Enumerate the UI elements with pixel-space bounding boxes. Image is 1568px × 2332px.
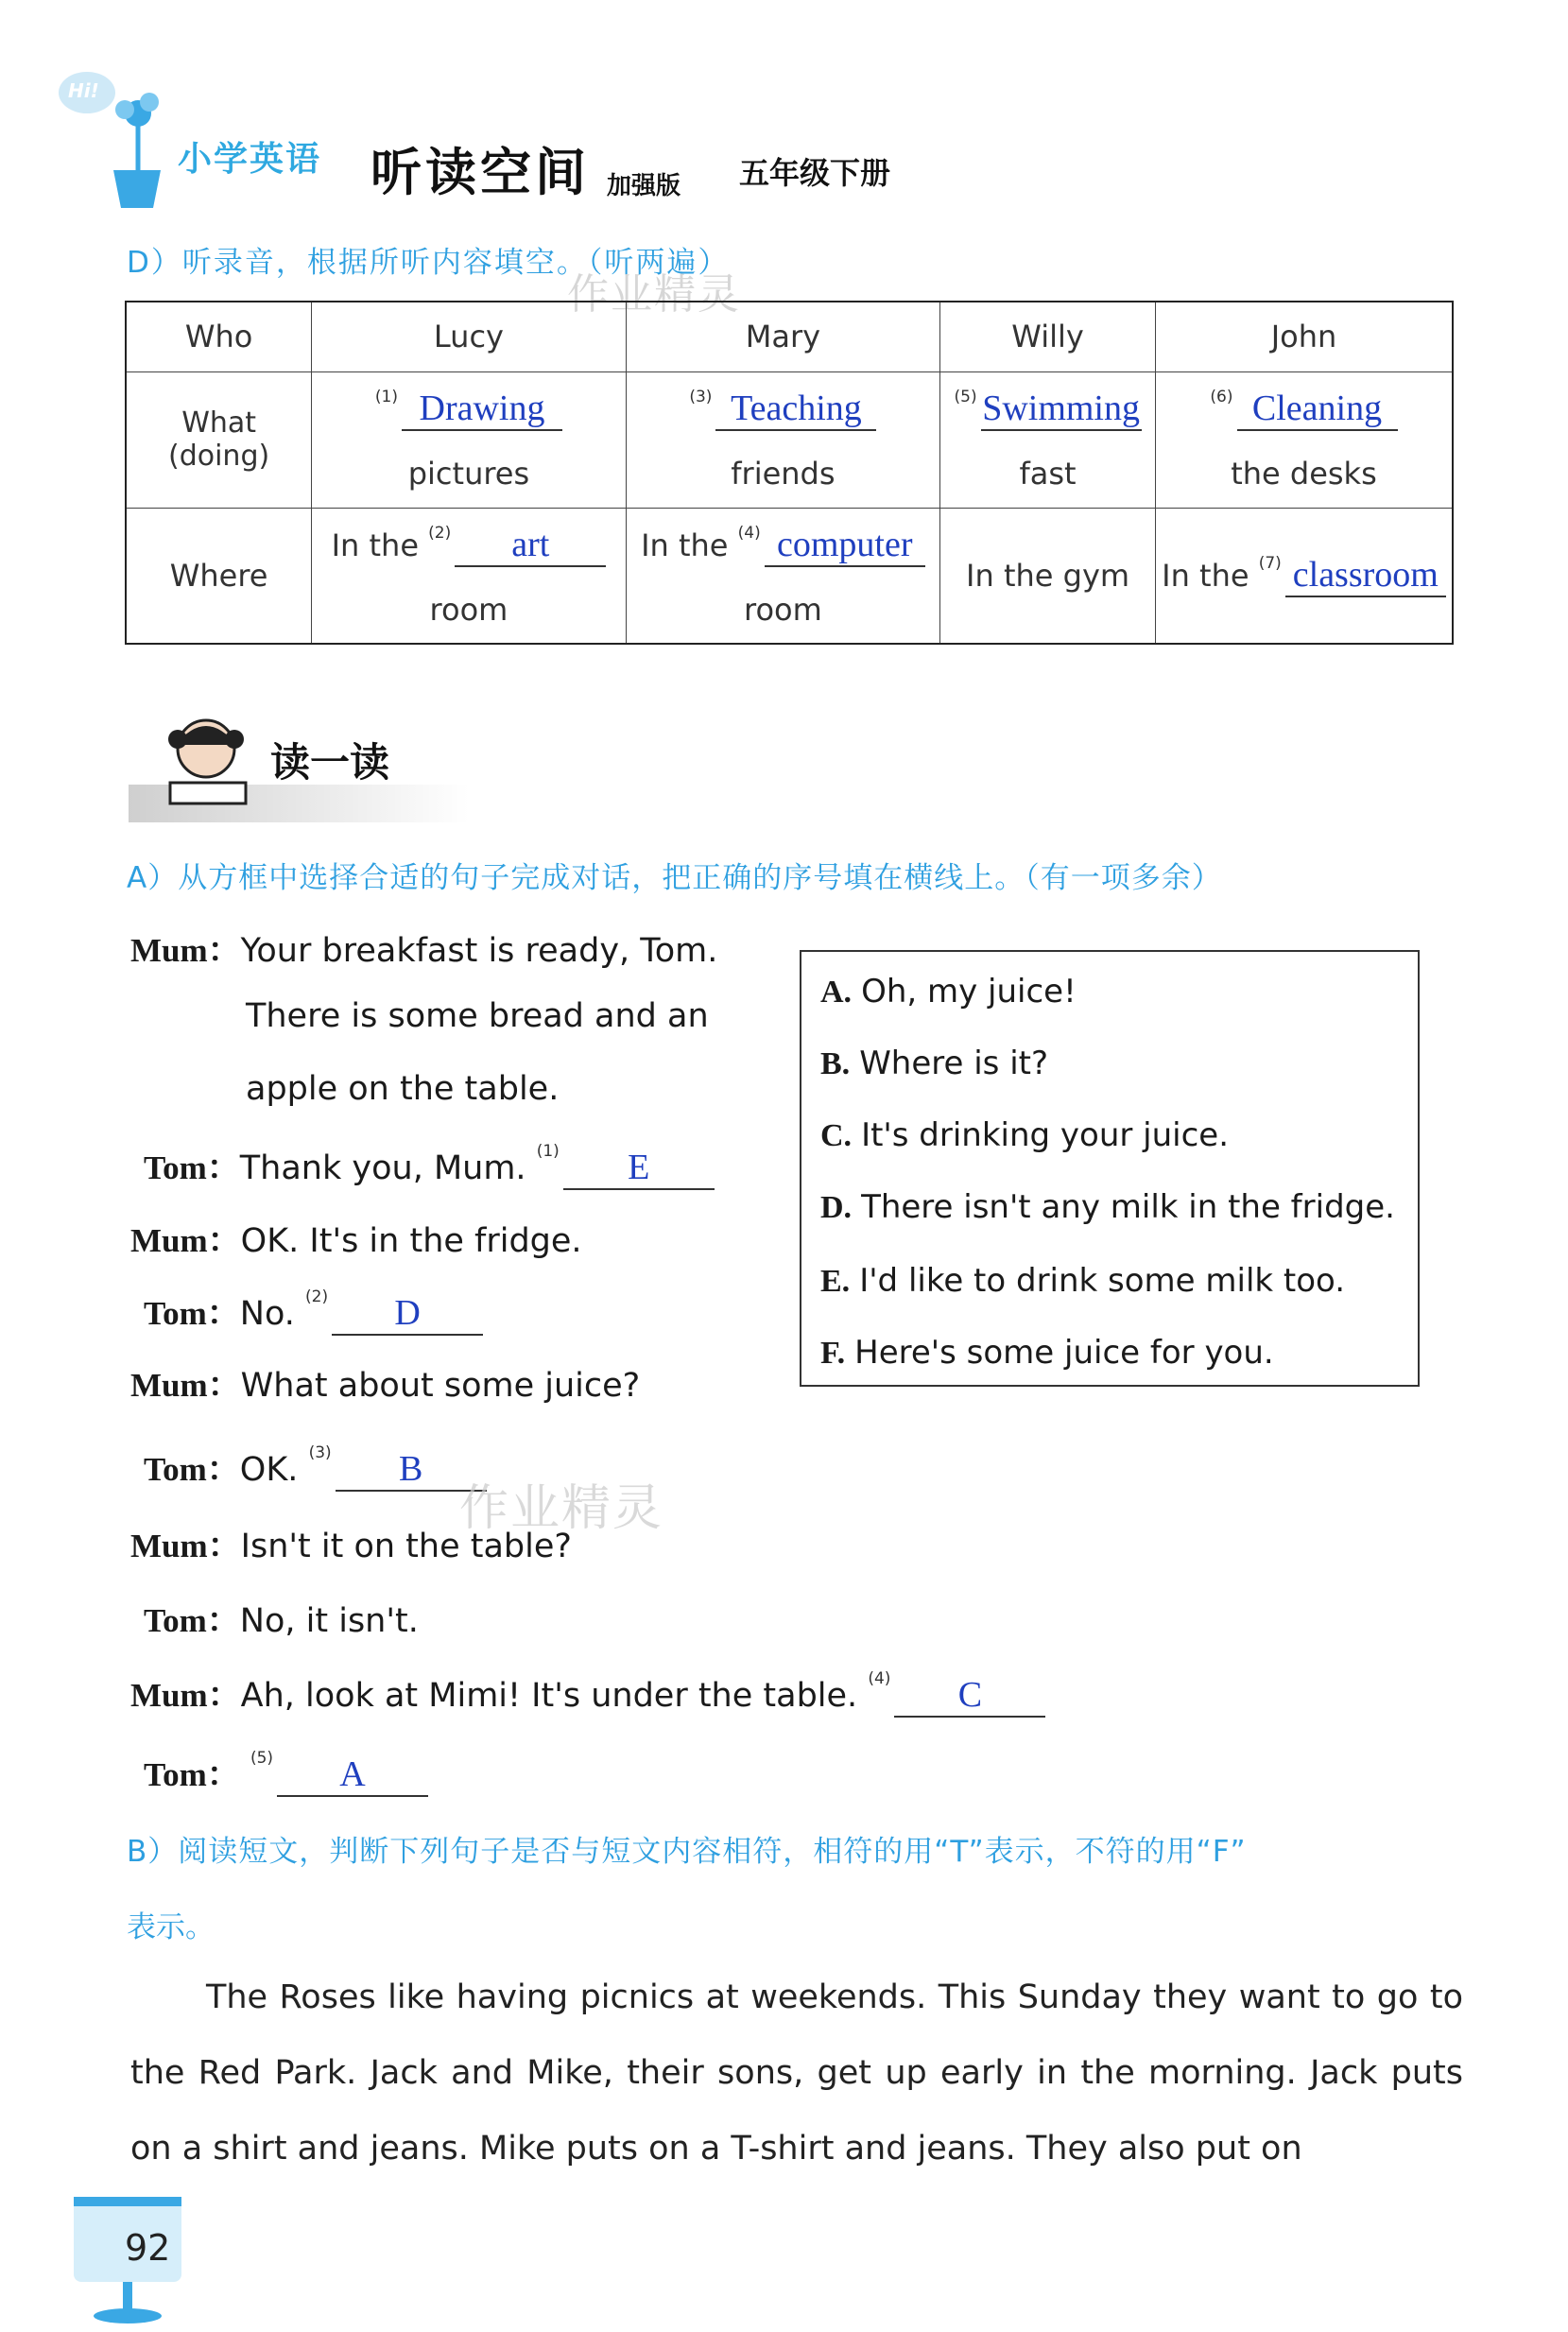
section-b-instruction-2: 表示。 <box>127 1910 215 1944</box>
logo-badge: Hi! <box>68 79 99 102</box>
answer-text: Teaching <box>715 388 876 431</box>
page-number: 92 <box>125 2227 171 2269</box>
dialogue-text: No, it isn't. <box>239 1602 419 1640</box>
dialogue-text: OK. <box>239 1451 299 1489</box>
listening-table <box>125 301 1454 645</box>
section-d-instruction: D）听录音，根据所听内容填空。（听两遍） <box>127 246 730 280</box>
table-cell <box>1155 371 1453 508</box>
read-heading: 读一读 <box>270 739 390 786</box>
dialogue-line-1 <box>130 924 717 972</box>
table-cell-label: Where <box>126 508 312 644</box>
read-banner <box>129 711 469 822</box>
dialogue-line-1c: apple on the table. <box>246 1070 560 1108</box>
book-title: 听读空间 <box>370 143 590 202</box>
option-d: D. There isn't any milk in the fridge. <box>820 1188 1395 1226</box>
series-name: 小学英语 <box>178 140 322 179</box>
option-f: F. Here's some juice for you. <box>820 1334 1274 1372</box>
dialogue-text: Isn't it on the table? <box>240 1528 572 1565</box>
answer-text: E <box>563 1147 715 1190</box>
blank-line: $^{(3)}$ Teaching <box>627 388 939 431</box>
dialogue-text: What about some juice? <box>240 1367 641 1405</box>
speaker: Mum： <box>130 1677 241 1714</box>
answer-text: B <box>336 1448 487 1492</box>
table-row-where <box>126 508 1453 644</box>
cell-text: pictures <box>407 456 530 492</box>
cell-text: friends <box>731 456 836 492</box>
dialogue-text: Thank you, Mum. <box>239 1149 526 1187</box>
dialogue-text: Your breakfast is ready, Tom. <box>240 932 718 970</box>
grade-label: 五年级下册 <box>739 155 891 191</box>
blank-line: In the $^{(2)}$ art <box>312 524 625 567</box>
table-cell <box>626 371 939 508</box>
dialogue-text: Ah, look at Mimi! It's under the table. <box>240 1677 858 1715</box>
dialogue-line-5 <box>130 1359 640 1407</box>
answer-text: art <box>455 524 606 567</box>
option-a: A. Oh, my juice! <box>820 973 1077 1011</box>
speaker: Tom： <box>144 1295 240 1332</box>
dialogue-line-9: Mum：Ah, look at Mimi! It's under the table. $^{(4)}$ C <box>130 1669 1045 1718</box>
answer-text: Drawing <box>402 388 562 431</box>
blank-line: $^{(1)}$ Drawing <box>312 388 625 431</box>
speaker: Tom： <box>144 1149 240 1186</box>
dialogue-line-3 <box>130 1215 582 1262</box>
answer-text: C <box>894 1674 1045 1718</box>
answer-text: A <box>277 1753 428 1797</box>
speaker: Mum： <box>130 1222 241 1259</box>
table-cell: In the $^{(7)}$ classroom <box>1155 508 1453 644</box>
blank-line: In the $^{(4)}$ computer <box>627 524 939 567</box>
answer-text: classroom <box>1285 554 1446 597</box>
watermark: 作业精灵 <box>567 270 741 319</box>
table-cell <box>940 371 1156 508</box>
table-cell <box>312 371 626 508</box>
dialogue-line-10: Tom： $^{(5)}$ A <box>144 1749 428 1797</box>
cell-text: the desks <box>1231 456 1377 492</box>
speaker: Tom： <box>144 1451 240 1488</box>
page-number-badge <box>66 2184 189 2325</box>
cell-text: fast <box>1019 456 1077 492</box>
edition-label: 加强版 <box>607 172 681 200</box>
watermark-2: 作业精灵 <box>459 1480 664 1537</box>
dialogue-line-7 <box>130 1520 572 1567</box>
option-c: C. It's drinking your juice. <box>820 1116 1230 1154</box>
answer-text: Cleaning <box>1237 388 1398 431</box>
table-cell: In the gym <box>940 508 1156 644</box>
blank-line: $^{(5)}$ Swimming <box>940 388 1155 431</box>
cell-text: room <box>744 591 822 628</box>
reading-passage: The Roses like having picnics at weekends. This Sunday they want to go to the Red Park. Jack and Mike, their sons, get up early in the morning. Jack puts on a shirt and jeans. Mike puts on a T-shirt and jeans. They also put on <box>130 1978 1463 2168</box>
option-e: E. I'd like to drink some milk too. <box>820 1262 1346 1300</box>
dialogue-line-8 <box>144 1595 419 1642</box>
dialogue-line-4: Tom：No. $^{(2)}$ D <box>144 1287 483 1336</box>
table-cell <box>626 508 939 644</box>
flower-pot-icon <box>47 57 170 208</box>
speaker: Mum： <box>130 1528 241 1564</box>
option-b: B. Where is it? <box>820 1045 1049 1082</box>
dialogue-line-1b: There is some bread and an <box>246 997 709 1035</box>
table-cell: Lucy <box>312 302 626 371</box>
answer-text: computer <box>765 524 925 567</box>
table-cell-label: What (doing) <box>126 371 312 508</box>
speaker: Mum： <box>130 1367 241 1404</box>
dialogue-line-2: Tom：Thank you, Mum. $^{(1)}$ E <box>144 1142 715 1190</box>
table-row-what <box>126 371 1453 508</box>
blank-line: $^{(6)}$ Cleaning <box>1156 388 1452 431</box>
section-b-instruction-1: B）阅读短文，判断下列句子是否与短文内容相符，相符的用“T”表示，不符的用“F” <box>127 1835 1247 1869</box>
table-cell: John <box>1155 302 1453 371</box>
dialogue-text: No. <box>239 1295 295 1333</box>
section-a-instruction: A）从方框中选择合适的句子完成对话，把正确的序号填在横线上。（有一项多余） <box>127 861 1222 895</box>
table-cell <box>312 508 626 644</box>
table-cell: Who <box>126 302 312 371</box>
speaker: Mum： <box>130 932 241 969</box>
header-logo <box>47 57 170 208</box>
answer-text: D <box>332 1292 483 1336</box>
table-cell: Mary <box>626 302 939 371</box>
table-cell: Willy <box>940 302 1156 371</box>
dialogue-line-6: Tom：OK. $^{(3)}$ B <box>144 1443 487 1492</box>
speaker: Tom： <box>144 1602 240 1639</box>
options-box <box>800 950 1420 1387</box>
answer-text: Swimming <box>981 388 1142 431</box>
table-row-who <box>126 302 1453 371</box>
cell-text: room <box>429 591 508 628</box>
speaker: Tom： <box>144 1756 240 1793</box>
dialogue-text: OK. It's in the fridge. <box>240 1222 582 1260</box>
